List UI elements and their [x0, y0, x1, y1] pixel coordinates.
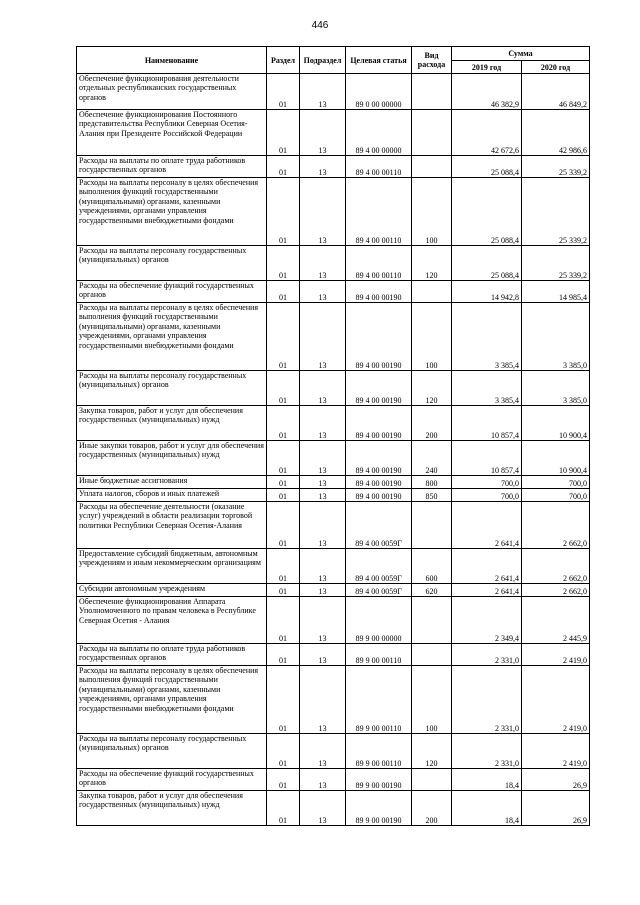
row-name: Расходы на выплаты персоналу в целях обеспечения выполнения функций государственными (муниципальными) органами, казенными учреждениями, органами управления государственными внебюджетными фондами — [77, 666, 267, 734]
row-sum-2019: 700,0 — [452, 489, 522, 502]
row-target: 89 0 00 00000 — [346, 74, 412, 110]
row-sum-2019: 2 641,4 — [452, 584, 522, 597]
row-target: 89 4 00 00190 — [346, 281, 412, 303]
row-sum-2020: 2 662,0 — [522, 549, 590, 584]
row-name: Расходы на обеспечение функций государственных органов — [77, 281, 267, 303]
row-name: Расходы на выплаты персоналу в целях обеспечения выполнения функций государственными (муниципальными) органами, казенными учреждениями, органами управления государственными внебюджетными фондами — [77, 303, 267, 371]
table-row — [77, 666, 590, 734]
row-sum-2020: 3 385,0 — [522, 371, 590, 406]
row-subsection: 13 — [300, 406, 346, 441]
budget-table — [76, 46, 590, 826]
row-sum-2020: 10 900,4 — [522, 441, 590, 476]
header-year-2019: 2019 год — [452, 61, 522, 74]
header-subsection: Подраздел — [300, 47, 346, 74]
row-sum-2020: 2 662,0 — [522, 502, 590, 549]
row-section: 01 — [267, 489, 300, 502]
row-sum-2020: 42 986,6 — [522, 110, 590, 156]
row-subsection: 13 — [300, 791, 346, 826]
row-sum-2019: 2 349,4 — [452, 597, 522, 644]
row-section: 01 — [267, 769, 300, 791]
row-sum-2020: 700,0 — [522, 476, 590, 489]
row-sum-2020: 10 900,4 — [522, 406, 590, 441]
row-subsection: 13 — [300, 549, 346, 584]
header-year-2020: 2020 год — [522, 61, 590, 74]
row-target: 89 4 00 0059Г — [346, 502, 412, 549]
row-name: Обеспечение функционирования Постоянного представительства Республики Северная Осетия-Алания при Президенте Российской Федерации — [77, 110, 267, 156]
row-subsection: 13 — [300, 597, 346, 644]
row-sum-2019: 3 385,4 — [452, 371, 522, 406]
row-subsection: 13 — [300, 476, 346, 489]
row-target: 89 4 00 00110 — [346, 178, 412, 246]
row-subsection: 13 — [300, 246, 346, 281]
row-expense-type: 800 — [412, 476, 452, 489]
row-sum-2020: 2 419,0 — [522, 734, 590, 769]
row-target: 89 4 00 00190 — [346, 476, 412, 489]
row-sum-2020: 2 419,0 — [522, 666, 590, 734]
row-section: 01 — [267, 476, 300, 489]
row-section: 01 — [267, 791, 300, 826]
row-target: 89 4 00 0059Г — [346, 584, 412, 597]
page-number: 446 — [311, 20, 329, 31]
row-target: 89 4 00 00110 — [346, 156, 412, 178]
row-subsection: 13 — [300, 734, 346, 769]
row-sum-2019: 700,0 — [452, 476, 522, 489]
row-expense-type: 600 — [412, 549, 452, 584]
row-subsection: 13 — [300, 441, 346, 476]
row-name: Субсидии автономным учреждениям — [77, 584, 267, 597]
row-sum-2020: 700,0 — [522, 489, 590, 502]
row-section: 01 — [267, 74, 300, 110]
row-expense-type — [412, 74, 452, 110]
row-name: Расходы на выплаты персоналу государственных (муниципальных) органов — [77, 246, 267, 281]
row-target: 89 9 00 00110 — [346, 734, 412, 769]
row-sum-2019: 10 857,4 — [452, 406, 522, 441]
table-row — [77, 441, 590, 476]
table-row — [77, 502, 590, 549]
header-target: Целевая статья — [346, 47, 412, 74]
row-subsection: 13 — [300, 371, 346, 406]
row-section: 01 — [267, 441, 300, 476]
row-expense-type: 120 — [412, 371, 452, 406]
row-name: Расходы на выплаты по оплате труда работников государственных органов — [77, 156, 267, 178]
row-subsection: 13 — [300, 769, 346, 791]
row-subsection: 13 — [300, 281, 346, 303]
table-row — [77, 156, 590, 178]
row-expense-type — [412, 769, 452, 791]
row-subsection: 13 — [300, 489, 346, 502]
row-name: Обеспечение функционирования деятельности отдельных республиканских государственных органов — [77, 74, 267, 110]
table-row — [77, 644, 590, 666]
row-sum-2020: 2 445,9 — [522, 597, 590, 644]
row-section: 01 — [267, 246, 300, 281]
row-target: 89 4 00 00000 — [346, 110, 412, 156]
row-sum-2019: 2 641,4 — [452, 502, 522, 549]
row-sum-2019: 18,4 — [452, 769, 522, 791]
row-sum-2019: 2 331,0 — [452, 734, 522, 769]
row-name: Уплата налогов, сборов и иных платежей — [77, 489, 267, 502]
row-expense-type — [412, 281, 452, 303]
row-expense-type: 120 — [412, 246, 452, 281]
table-row — [77, 584, 590, 597]
row-section: 01 — [267, 584, 300, 597]
row-name: Иные бюджетные ассигнования — [77, 476, 267, 489]
row-sum-2019: 3 385,4 — [452, 303, 522, 371]
row-section: 01 — [267, 502, 300, 549]
table-row — [77, 406, 590, 441]
row-sum-2019: 42 672,6 — [452, 110, 522, 156]
table-row — [77, 246, 590, 281]
header-name: Наименование — [77, 47, 267, 74]
row-expense-type: 100 — [412, 303, 452, 371]
table-row — [77, 281, 590, 303]
row-section: 01 — [267, 549, 300, 584]
row-sum-2019: 25 088,4 — [452, 156, 522, 178]
row-subsection: 13 — [300, 584, 346, 597]
table-row — [77, 74, 590, 110]
row-expense-type: 200 — [412, 791, 452, 826]
row-target: 89 4 00 00110 — [346, 246, 412, 281]
row-sum-2019: 2 331,0 — [452, 666, 522, 734]
header-expense-type: Вид расхода — [412, 47, 452, 74]
row-name: Предоставление субсидий бюджетным, автономным учреждениям и иным некоммерческим организациям — [77, 549, 267, 584]
row-expense-type — [412, 644, 452, 666]
row-name: Расходы на выплаты персоналу государственных (муниципальных) органов — [77, 371, 267, 406]
row-target: 89 4 00 00190 — [346, 406, 412, 441]
row-target: 89 9 00 00190 — [346, 791, 412, 826]
row-subsection: 13 — [300, 74, 346, 110]
table-row — [77, 489, 590, 502]
row-sum-2020: 14 985,4 — [522, 281, 590, 303]
row-name: Расходы на выплаты персоналу в целях обеспечения выполнения функций государственными (муниципальными) органами, казенными учреждениями, органами управления государственными внебюджетными фондами — [77, 178, 267, 246]
row-section: 01 — [267, 303, 300, 371]
row-target: 89 9 00 00110 — [346, 644, 412, 666]
row-subsection: 13 — [300, 156, 346, 178]
row-section: 01 — [267, 371, 300, 406]
row-section: 01 — [267, 110, 300, 156]
row-target: 89 4 00 0059Г — [346, 549, 412, 584]
row-section: 01 — [267, 281, 300, 303]
row-name: Расходы на обеспечение деятельности (оказание услуг) учреждений в области реализации торговой политики Республики Северная Осетия-Алания — [77, 502, 267, 549]
row-section: 01 — [267, 734, 300, 769]
row-sum-2020: 25 339,2 — [522, 178, 590, 246]
row-name: Закупка товаров, работ и услуг для обеспечения государственных (муниципальных) нужд — [77, 406, 267, 441]
row-expense-type: 100 — [412, 178, 452, 246]
row-name: Расходы на выплаты по оплате труда работников государственных органов — [77, 644, 267, 666]
row-sum-2020: 2 419,0 — [522, 644, 590, 666]
table-row — [77, 791, 590, 826]
table-row — [77, 769, 590, 791]
row-subsection: 13 — [300, 502, 346, 549]
row-subsection: 13 — [300, 178, 346, 246]
row-expense-type: 620 — [412, 584, 452, 597]
row-subsection: 13 — [300, 110, 346, 156]
row-sum-2019: 46 382,9 — [452, 74, 522, 110]
row-expense-type — [412, 597, 452, 644]
row-sum-2019: 25 088,4 — [452, 246, 522, 281]
row-expense-type — [412, 502, 452, 549]
row-section: 01 — [267, 597, 300, 644]
table-row — [77, 303, 590, 371]
row-target: 89 9 00 00000 — [346, 597, 412, 644]
row-section: 01 — [267, 666, 300, 734]
row-section: 01 — [267, 644, 300, 666]
row-section: 01 — [267, 178, 300, 246]
row-target: 89 9 00 00110 — [346, 666, 412, 734]
row-target: 89 4 00 00190 — [346, 489, 412, 502]
row-sum-2019: 2 641,4 — [452, 549, 522, 584]
row-sum-2020: 25 339,2 — [522, 246, 590, 281]
table-row — [77, 549, 590, 584]
row-expense-type: 100 — [412, 666, 452, 734]
row-target: 89 4 00 00190 — [346, 303, 412, 371]
row-sum-2020: 25 339,2 — [522, 156, 590, 178]
row-sum-2019: 25 088,4 — [452, 178, 522, 246]
table-row — [77, 178, 590, 246]
row-name: Расходы на выплаты персоналу государственных (муниципальных) органов — [77, 734, 267, 769]
row-name: Иные закупки товаров, работ и услуг для обеспечения государственных (муниципальных) нужд — [77, 441, 267, 476]
row-expense-type: 120 — [412, 734, 452, 769]
row-expense-type — [412, 156, 452, 178]
row-sum-2020: 26,9 — [522, 769, 590, 791]
table-body — [77, 74, 590, 826]
row-target: 89 4 00 00190 — [346, 441, 412, 476]
table-row — [77, 110, 590, 156]
table-row — [77, 734, 590, 769]
row-name: Закупка товаров, работ и услуг для обеспечения государственных (муниципальных) нужд — [77, 791, 267, 826]
row-section: 01 — [267, 406, 300, 441]
row-target: 89 4 00 00190 — [346, 371, 412, 406]
table-header — [77, 47, 590, 74]
row-subsection: 13 — [300, 303, 346, 371]
header-section: Раздел — [267, 47, 300, 74]
row-expense-type — [412, 110, 452, 156]
row-expense-type: 850 — [412, 489, 452, 502]
row-name: Обеспечение функционирования Аппарата Уполномоченного по правам человека в Республике Северная Осетия - Алания — [77, 597, 267, 644]
row-sum-2020: 2 662,0 — [522, 584, 590, 597]
row-expense-type: 200 — [412, 406, 452, 441]
row-sum-2019: 14 942,8 — [452, 281, 522, 303]
table-row — [77, 476, 590, 489]
header-sum: Сумма — [452, 47, 590, 61]
row-sum-2019: 18,4 — [452, 791, 522, 826]
table-row — [77, 371, 590, 406]
row-subsection: 13 — [300, 644, 346, 666]
row-section: 01 — [267, 156, 300, 178]
row-sum-2019: 2 331,0 — [452, 644, 522, 666]
row-sum-2020: 3 385,0 — [522, 303, 590, 371]
row-target: 89 9 00 00190 — [346, 769, 412, 791]
row-sum-2020: 26,9 — [522, 791, 590, 826]
row-sum-2020: 46 849,2 — [522, 74, 590, 110]
row-expense-type: 240 — [412, 441, 452, 476]
table-row — [77, 597, 590, 644]
row-subsection: 13 — [300, 666, 346, 734]
row-sum-2019: 10 857,4 — [452, 441, 522, 476]
row-name: Расходы на обеспечение функций государственных органов — [77, 769, 267, 791]
